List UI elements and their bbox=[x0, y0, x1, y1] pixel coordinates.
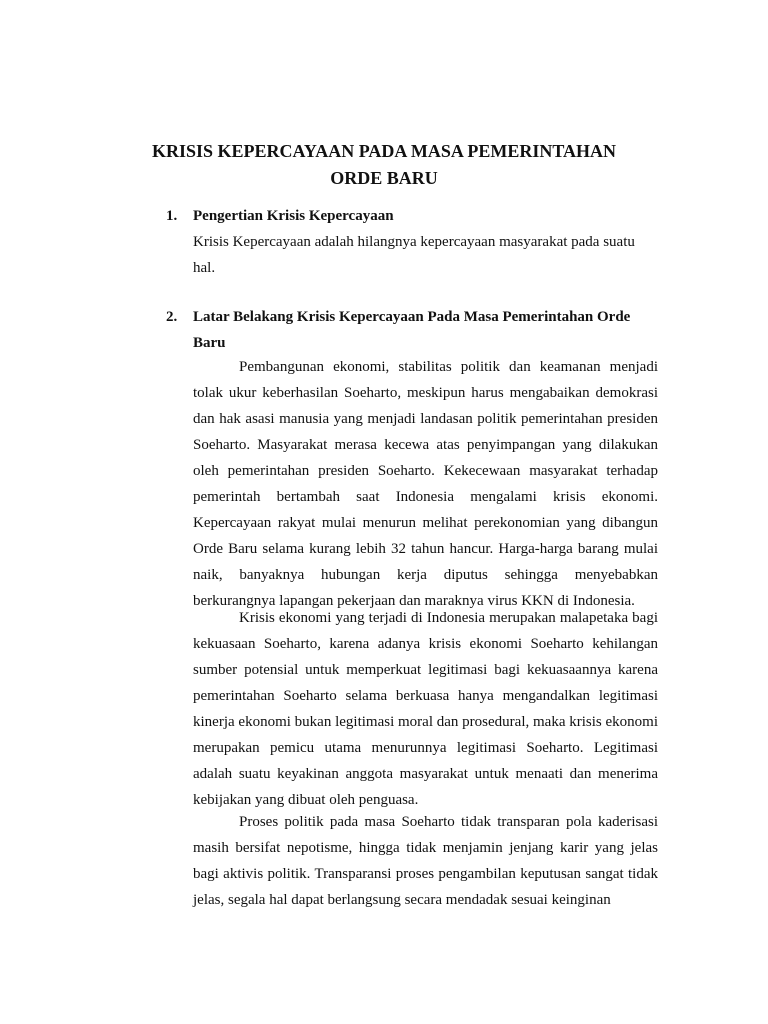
section-2-paragraph-3: Proses politik pada masa Soeharto tidak transparan pola kaderisasi masih bersifat nepotisme, hingga tidak menjamin jenjang karir yang jelas bagi aktivis politik. Transparansi proses pengambilan keputusan sangat tidak jelas, segala hal dapat berlangsung secara mendadak sesuai keinginan bbox=[193, 814, 658, 908]
section-2-paragraph-1: Pembangunan ekonomi, stabilitas politik dan keamanan menjadi tolak ukur keberhasilan Soeharto, meskipun harus mengabaikan demokrasi dan hak asasi manusia yang menjadi landasan politik pemerintahan presiden Soeharto. Masyarakat merasa kecewa atas penyimpangan yang dilakukan oleh pemerintahan presiden Soeharto. Kekecewaan masyarakat terhadap pemerintah bertambah saat Indonesia mengalami krisis ekonomi. Kepercayaan rakyat mulai menurun melihat perekonomian yang dibangun Orde Baru selama kurang lebih 32 tahun hancur. Harga-harga barang mulai naik, banyaknya hubungan kerja diputus sehingga menyebabkan berkurangnya lapangan pekerjaan dan maraknya virus KKN di Indonesia. bbox=[193, 359, 658, 609]
section-1-body: Krisis Kepercayaan adalah hilangnya kepercayaan masyarakat pada suatu hal. bbox=[193, 234, 635, 276]
document-title-line-1: KRISIS KEPERCAYAAN PADA MASA PEMERINTAHAN bbox=[151, 141, 617, 161]
section-2-heading: Latar Belakang Krisis Kepercayaan Pada Masa Pemerintahan Orde Baru bbox=[193, 309, 631, 351]
section-1-heading: Pengertian Krisis Kepercayaan bbox=[193, 208, 394, 224]
document-title-line-2: ORDE BARU bbox=[330, 168, 438, 188]
section-1-number: 1. bbox=[166, 208, 178, 224]
section-2-paragraph-2: Krisis ekonomi yang terjadi di Indonesia merupakan malapetaka bagi kekuasaan Soeharto, karena adanya krisis ekonomi Soeharto kehilangan sumber potensial untuk memperkuat legitimasi bagi kekuasaannya karena pemerintahan Soeharto selama berkuasa hanya mengandalkan legitimasi kinerja ekonomi bukan legitimasi moral dan prosedural, maka krisis ekonomi merupakan pemicu utama menurunnya legitimasi Soeharto. Legitimasi adalah suatu keyakinan anggota masyarakat untuk menaati dan menerima kebijakan yang dibuat oleh penguasa. bbox=[193, 610, 658, 808]
section-2-number: 2. bbox=[166, 309, 178, 325]
